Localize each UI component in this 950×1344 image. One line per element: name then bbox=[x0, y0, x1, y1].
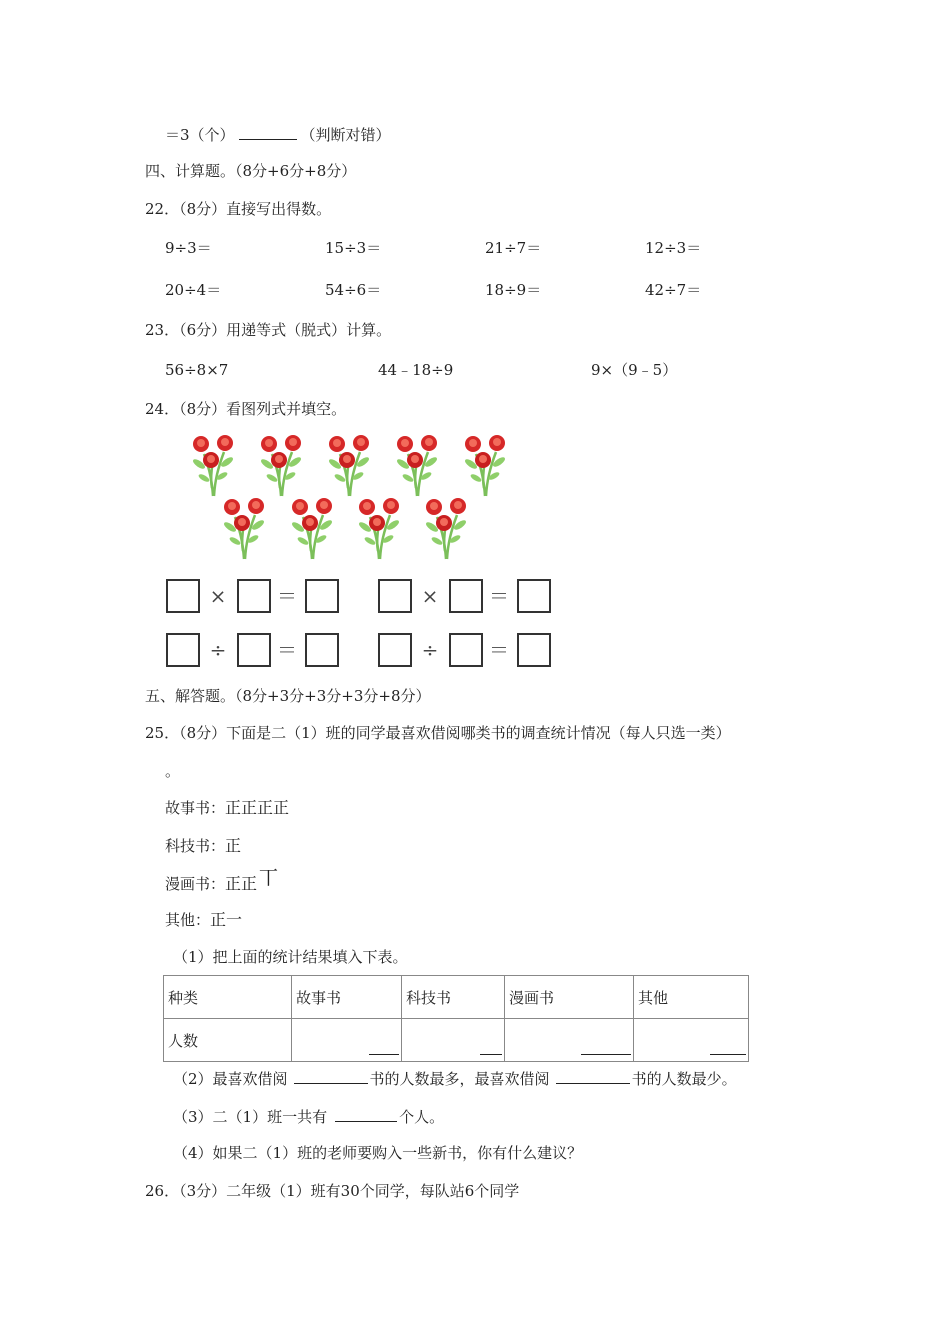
answer-box[interactable] bbox=[378, 633, 412, 667]
rose-bunch-icon bbox=[256, 432, 306, 498]
rose-bunch-icon bbox=[324, 432, 374, 498]
q25-sub3 bbox=[173, 1106, 444, 1127]
top-line-text: ＝3（个） bbox=[165, 126, 235, 144]
q25-title: 25．（8分）下面是二（1）班的同学最喜欢借阅哪类书的调查统计情况（每人只选一类） bbox=[145, 724, 731, 742]
answer-box[interactable] bbox=[305, 633, 339, 667]
q25-sub4: （4）如果二（1）班的老师要购入一些新书，你有什么建议？ bbox=[173, 1144, 583, 1162]
answer-box[interactable] bbox=[305, 579, 339, 613]
table-input-cell[interactable] bbox=[634, 1019, 749, 1062]
answer-box[interactable] bbox=[378, 579, 412, 613]
fill-blank[interactable] bbox=[480, 1040, 502, 1055]
top-answer-line bbox=[165, 124, 391, 145]
answer-box[interactable] bbox=[449, 633, 483, 667]
answer-box[interactable] bbox=[517, 633, 551, 667]
tally-label: 科技书： bbox=[165, 837, 226, 855]
top-line-suffix: （判断对错） bbox=[300, 126, 391, 144]
tally-other bbox=[165, 910, 242, 930]
table-cell: 漫画书 bbox=[505, 976, 634, 1019]
table-cell: 故事书 bbox=[292, 976, 402, 1019]
q22-item: 20÷4＝ bbox=[165, 281, 222, 299]
rose-bunch-icon bbox=[354, 495, 404, 561]
tally-marks: 正 bbox=[225, 836, 242, 855]
equals-sign: ＝ bbox=[277, 584, 297, 608]
table-input-cell[interactable] bbox=[505, 1019, 634, 1062]
q22-item: 54÷6＝ bbox=[325, 281, 382, 299]
q24-title: 24．（8分）看图列式并填空。 bbox=[145, 400, 347, 418]
section5-title: 五、解答题。（8分+3分+3分+3分+8分） bbox=[145, 687, 431, 705]
table-row bbox=[164, 1019, 749, 1062]
q22-item: 15÷3＝ bbox=[325, 239, 382, 257]
times-sign: × bbox=[421, 584, 439, 608]
sub2-text-a: （2）最喜欢借阅 bbox=[173, 1070, 288, 1088]
tally-science bbox=[165, 836, 241, 856]
fill-blank[interactable] bbox=[710, 1040, 746, 1055]
times-sign: × bbox=[209, 584, 227, 608]
rose-bunch-icon bbox=[421, 495, 471, 561]
answer-box[interactable] bbox=[449, 579, 483, 613]
q25-sub1: （1）把上面的统计结果填入下表。 bbox=[173, 948, 408, 966]
q25-title-tail: 。 bbox=[165, 762, 181, 780]
rose-bunch-icon bbox=[460, 432, 510, 498]
tally-label: 漫画书： bbox=[165, 875, 226, 893]
equals-sign: ＝ bbox=[277, 638, 297, 662]
tally-story bbox=[165, 798, 289, 818]
answer-box[interactable] bbox=[517, 579, 551, 613]
equals-sign: ＝ bbox=[489, 584, 509, 608]
q26-title: 26．（3分）二年级（1）班有30个同学，每队站6个同学 bbox=[145, 1182, 520, 1200]
tally-comic bbox=[165, 867, 279, 894]
table-input-cell[interactable] bbox=[292, 1019, 402, 1062]
table-cell: 人数 bbox=[164, 1019, 292, 1062]
answer-box[interactable] bbox=[237, 633, 271, 667]
fill-blank[interactable] bbox=[581, 1040, 631, 1055]
q22-item: 12÷3＝ bbox=[645, 239, 702, 257]
tally-partial-mark: 丅 bbox=[259, 867, 279, 889]
sub3-text-b: 个人。 bbox=[399, 1108, 445, 1126]
answer-box[interactable] bbox=[166, 633, 200, 667]
divide-sign: ÷ bbox=[421, 638, 439, 662]
tally-marks: 正正正正 bbox=[225, 798, 290, 817]
q22-item: 21÷7＝ bbox=[485, 239, 542, 257]
q22-item: 18÷9＝ bbox=[485, 281, 542, 299]
rose-bunch-icon bbox=[392, 432, 442, 498]
tally-marks: 正正 bbox=[225, 874, 258, 893]
table-input-cell[interactable] bbox=[402, 1019, 505, 1062]
q25-sub2 bbox=[173, 1068, 737, 1089]
table-cell: 其他 bbox=[634, 976, 749, 1019]
fill-blank[interactable] bbox=[335, 1106, 397, 1122]
q23-item: 56÷8×7 bbox=[165, 361, 229, 379]
sub3-text-a: （3）二（1）班一共有 bbox=[173, 1108, 328, 1126]
q22-item: 9÷3＝ bbox=[165, 239, 212, 257]
rose-bunch-icon bbox=[287, 495, 337, 561]
tally-label: 其他： bbox=[165, 911, 211, 929]
fill-blank[interactable] bbox=[369, 1040, 399, 1055]
judge-blank[interactable] bbox=[239, 124, 297, 140]
section4-title: 四、计算题。（8分+6分+8分） bbox=[145, 162, 357, 180]
table-cell: 种类 bbox=[164, 976, 292, 1019]
tally-label: 故事书： bbox=[165, 799, 226, 817]
equals-sign: ＝ bbox=[489, 638, 509, 662]
q22-item: 42÷7＝ bbox=[645, 281, 702, 299]
sub2-text-b: 书的人数最多，最喜欢借阅 bbox=[369, 1070, 550, 1088]
sub2-text-c: 书的人数最少。 bbox=[631, 1070, 737, 1088]
rose-bunch-icon bbox=[219, 495, 269, 561]
table-header-row bbox=[164, 976, 749, 1019]
answer-box[interactable] bbox=[237, 579, 271, 613]
q23-title: 23．（6分）用递等式（脱式）计算。 bbox=[145, 321, 392, 339]
tally-marks: 正一 bbox=[210, 910, 243, 929]
divide-sign: ÷ bbox=[209, 638, 227, 662]
q23-item: 44﹣18÷9 bbox=[378, 361, 454, 379]
fill-blank[interactable] bbox=[556, 1068, 630, 1084]
q23-item: 9×（9﹣5） bbox=[591, 361, 678, 379]
answer-box[interactable] bbox=[166, 579, 200, 613]
q22-title: 22．（8分）直接写出得数。 bbox=[145, 200, 332, 218]
statistics-table bbox=[163, 975, 749, 1062]
fill-blank[interactable] bbox=[294, 1068, 368, 1084]
table-cell: 科技书 bbox=[402, 976, 505, 1019]
rose-bunch-icon bbox=[188, 432, 238, 498]
